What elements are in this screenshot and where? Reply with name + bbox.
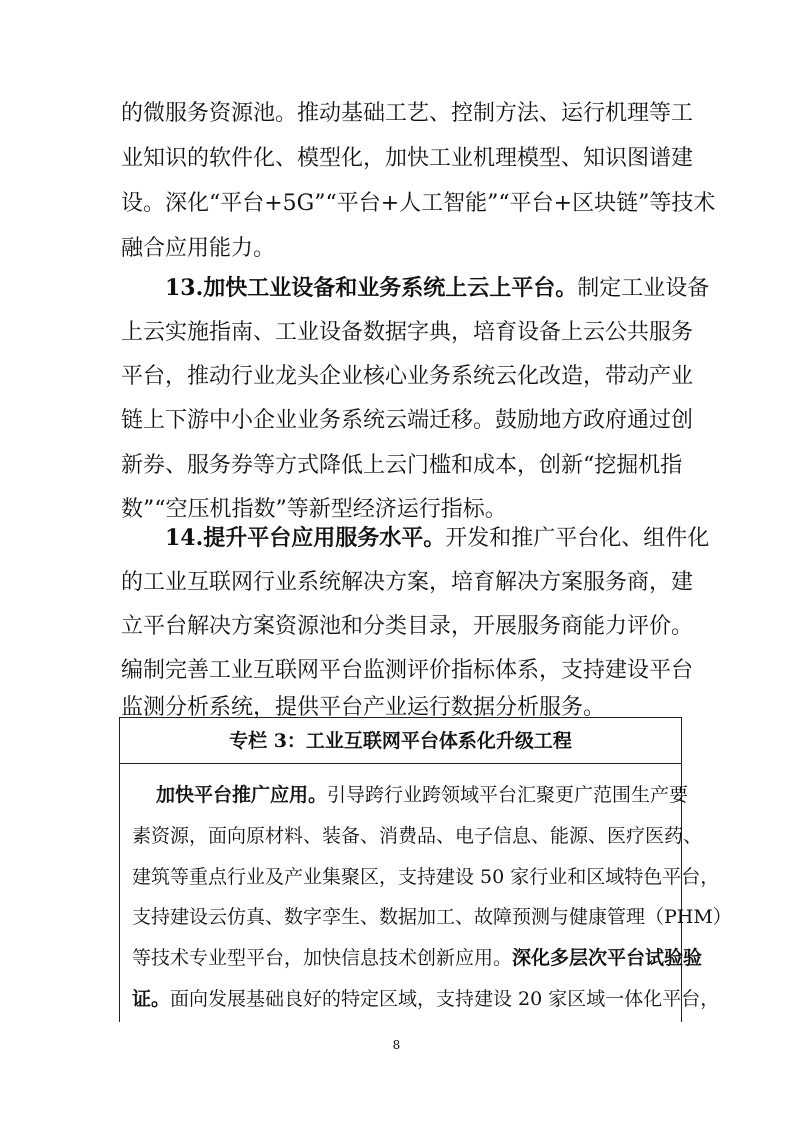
box-line-1 [156,776,689,814]
para3-line-2: 的工业互联网行业系统解决方案，培育解决方案服务商，建 [121,570,694,595]
para2-line-3: 平台，推动行业龙头企业核心业务系统云化改造，带动产业 [121,364,694,389]
para2-heading: 13.加快工业设备和业务系统上云上平台。 [165,275,578,301]
box-line-6-rest: 面向发展基础良好的特定区域，支持建设 20 家区域一体化平台， [170,988,720,1010]
para1-line-4: 融合应用能力。 [121,236,276,261]
para3-line-5: 监测分析系统，提供平台产业运行数据分析服务。 [121,695,606,720]
column-box [119,717,732,1022]
box-heading-1: 加快平台推广应用。 [156,784,328,806]
para1-line-2: 业知识的软件化、模型化，加快工业机理模型、知识图谱建 [121,146,694,171]
box-line-3: 建筑等重点行业及产业集聚区，支持建设 50 家行业和区域特色平台， [132,866,720,888]
box-line-1-rest: 引导跨行业跨领域平台汇聚更广范围生产要 [327,784,689,806]
box-line-5-rest: 等技术专业型平台，加快信息技术创新应用。 [132,947,513,969]
para3-line-3: 立平台解决方案资源池和分类目录，开展服务商能力评价。 [121,614,694,639]
box-line-5 [132,939,703,977]
para3-line-1-rest: 开发和推广平台化、组件化 [445,526,710,551]
box-line-4: 支持建设云仿真、数字孪生、数据加工、故障预测与健康管理（PHM） [132,906,732,928]
para3-heading: 14.提升平台应用服务水平。 [165,525,446,551]
para3-line-4: 编制完善工业互联网平台监测评价指标体系，支持建设平台 [121,658,694,683]
column-box-title: 专栏 3：工业互联网平台体系化升级工程 [120,718,681,764]
para3-line-1 [165,517,710,559]
para2-line-6: 数”“空压机指数”等新型经济运行指标。 [121,497,507,522]
para1-line-1: 的微服务资源池。推动基础工艺、控制方法、运行机理等工 [121,101,694,126]
page-number: 8 [392,1038,401,1052]
para2-line-1 [165,267,710,309]
box-heading-2: 深化多层次平台试验验 [512,947,703,969]
para2-line-5: 新券、服务券等方式降低上云门槛和成本，创新“挖掘机指 [121,453,683,478]
para1-line-3: 设。深化“平台+5G”“平台+人工智能”“平台+区块链”等技术 [121,191,716,216]
box-line-2: 素资源，面向原材料、装备、消费品、电子信息、能源、医疗医药、 [132,825,703,847]
para2-line-4: 链上下游中小企业业务系统云端迁移。鼓励地方政府通过创 [121,408,694,433]
para2-line-2: 上云实施指南、工业设备数据字典，培育设备上云公共服务 [121,320,694,345]
para2-line-1-rest: 制定工业设备 [577,276,710,301]
box-line-6 [132,980,720,1018]
box-heading-2-end: 证。 [132,988,171,1010]
